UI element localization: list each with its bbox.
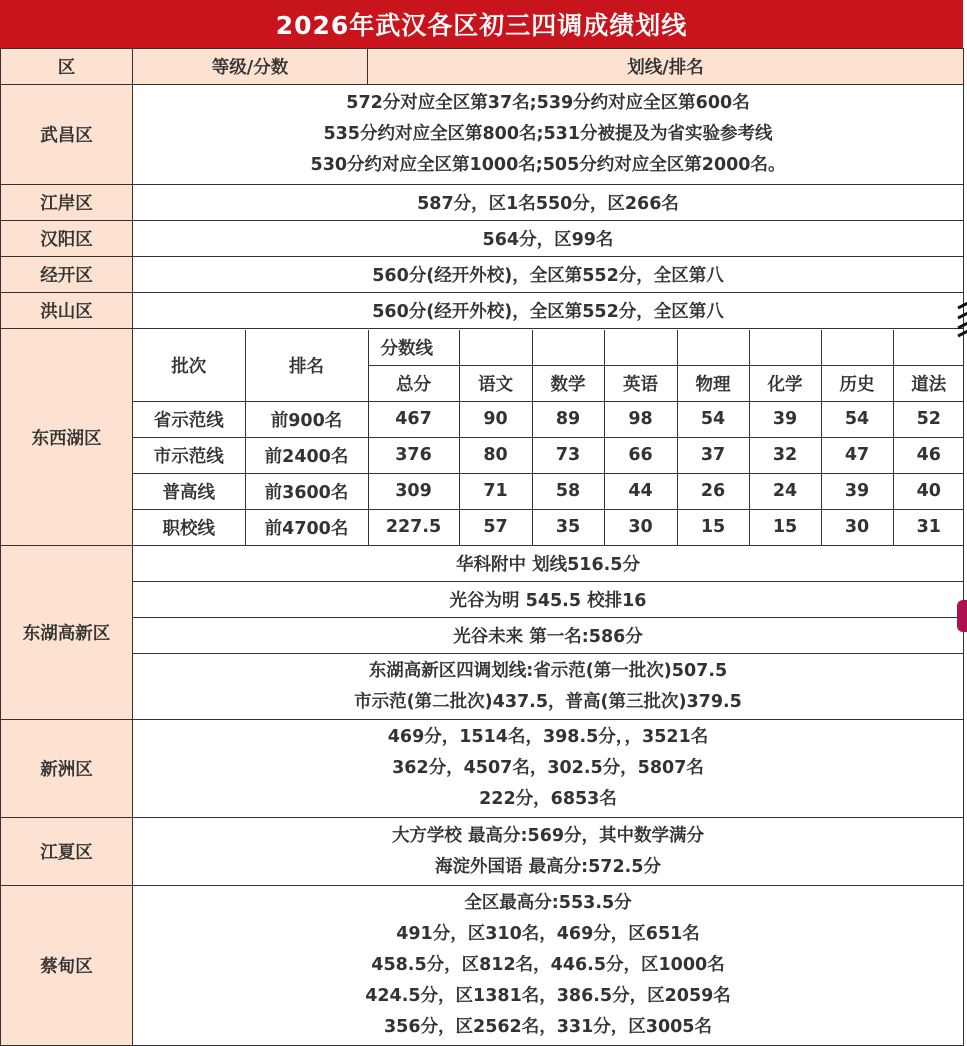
batch-cell: 市示范线 (133, 437, 245, 473)
rank-cell: 前3600名 (245, 473, 368, 509)
text-line: 469分，1514名，398.5分，，3521名 (387, 727, 709, 747)
row-hanyang (1, 221, 964, 257)
district-name: 江夏区 (1, 818, 133, 886)
row-jiangan (1, 185, 964, 221)
text-line: 491分，区310名，469分，区651名 (396, 924, 700, 944)
district-name: 经开区 (1, 257, 133, 293)
score-cell: 66 (604, 437, 677, 473)
rank-cell: 前2400名 (245, 437, 368, 473)
district-name: 洪山区 (1, 293, 133, 329)
text-line: 530分约对应全区第1000名;505分约对应全区第2000名。 (310, 155, 786, 175)
row-donghu (1, 546, 964, 582)
score-cell: 89 (532, 401, 604, 437)
header-district: 区 (1, 49, 133, 85)
district-content (133, 818, 964, 886)
score-cell: 90 (459, 401, 532, 437)
table-row (133, 509, 964, 545)
score-table (0, 48, 964, 1046)
row-wuchang (1, 85, 964, 185)
head-score-line: 分数线 (368, 330, 459, 366)
dongxihu-subtable (133, 330, 964, 545)
district-content (133, 886, 964, 1046)
head-subject: 化学 (749, 365, 821, 401)
row-jingkai (1, 257, 964, 293)
district-content: 光谷为明 545.5 校排16 (133, 582, 964, 618)
score-cell: 71 (459, 473, 532, 509)
score-cell: 44 (604, 473, 677, 509)
score-cell: 52 (893, 401, 964, 437)
district-name: 蔡甸区 (1, 886, 133, 1046)
score-cell: 46 (893, 437, 964, 473)
head-subject: 英语 (604, 365, 677, 401)
score-cell: 309 (368, 473, 459, 509)
head-subject: 语文 (459, 365, 532, 401)
score-cell: 57 (459, 509, 532, 545)
district-content (133, 720, 964, 818)
score-cell: 40 (893, 473, 964, 509)
district-content: 光谷未来 第一名:586分 (133, 618, 964, 654)
score-cell: 31 (893, 509, 964, 545)
text-line: 458.5分，区812名，446.5分，区1000名 (371, 955, 725, 975)
page-title: 2026年武汉各区初三四调成绩划线 (0, 0, 963, 48)
table-row (133, 437, 964, 473)
batch-cell: 普高线 (133, 473, 245, 509)
text-line: 535分约对应全区第800名;531分被提及为省实验参考线 (323, 124, 773, 144)
text-line: 市示范(第二批次)437.5，普高(第三批次)379.5 (354, 691, 742, 712)
score-cell: 58 (532, 473, 604, 509)
district-name: 新洲区 (1, 720, 133, 818)
score-cell: 39 (749, 401, 821, 437)
score-cell: 376 (368, 437, 459, 473)
score-cell: 47 (821, 437, 893, 473)
dongxihu-subtable-cell (133, 329, 964, 546)
district-content: 560分(经开外校)，全区第552分，全区第八 (133, 257, 964, 293)
head-batch: 批次 (133, 330, 245, 402)
text-line: 222分，6853名 (479, 789, 617, 809)
score-cell: 35 (532, 509, 604, 545)
score-cell: 30 (821, 509, 893, 545)
district-content: 华科附中 划线516.5分 (133, 546, 964, 582)
batch-cell: 省示范线 (133, 401, 245, 437)
head-subject: 道法 (893, 365, 964, 401)
score-cell: 98 (604, 401, 677, 437)
row-jiangxia (1, 818, 964, 886)
rank-cell: 前900名 (245, 401, 368, 437)
head-subject: 数学 (532, 365, 604, 401)
text-line: 全区最高分:553.5分 (464, 893, 632, 913)
table-row (133, 401, 964, 437)
batch-cell: 职校线 (133, 509, 245, 545)
text-line: 大方学校 最高分:569分，其中数学满分 (391, 825, 705, 846)
score-cell: 227.5 (368, 509, 459, 545)
edge-tab-decoration (957, 600, 967, 632)
score-cell: 32 (749, 437, 821, 473)
text-line: 362分，4507名，302.5分，5807名 (392, 758, 704, 778)
score-cell: 30 (604, 509, 677, 545)
table-row (133, 473, 964, 509)
row-dongxihu (1, 329, 964, 546)
district-content: 564分，区99名 (133, 221, 964, 257)
score-cell: 54 (821, 401, 893, 437)
score-cell: 15 (677, 509, 749, 545)
district-content (133, 654, 964, 720)
header-level: 等级/分数 (133, 49, 368, 85)
score-cell: 39 (821, 473, 893, 509)
score-cell: 73 (532, 437, 604, 473)
score-cell: 80 (459, 437, 532, 473)
score-cell: 15 (749, 509, 821, 545)
district-name: 汉阳区 (1, 221, 133, 257)
district-content (133, 85, 964, 185)
district-name: 东湖高新区 (1, 546, 133, 720)
district-name: 武昌区 (1, 85, 133, 185)
header-line: 划线/排名 (368, 49, 964, 85)
edge-stripes-decoration (956, 298, 967, 338)
district-content: 560分(经开外校)，全区第552分，全区第八 (133, 293, 964, 329)
score-cell: 37 (677, 437, 749, 473)
text-line: 424.5分，区1381名，386.5分，区2059名 (365, 986, 731, 1006)
row-xinzhou (1, 720, 964, 818)
score-cell: 467 (368, 401, 459, 437)
row-hongshan (1, 293, 964, 329)
head-subject: 历史 (821, 365, 893, 401)
head-subject: 总分 (368, 365, 459, 401)
head-rank: 排名 (245, 330, 368, 402)
head-subject: 物理 (677, 365, 749, 401)
text-line: 356分，区2562名，331分，区3005名 (384, 1017, 712, 1037)
text-line: 海淀外国语 最高分:572.5分 (435, 856, 661, 877)
score-cell: 54 (677, 401, 749, 437)
district-name: 东西湖区 (1, 329, 133, 546)
text-line: 东湖高新区四调划线:省示范(第一批次)507.5 (368, 660, 728, 681)
score-cell: 26 (677, 473, 749, 509)
text-line: 572分对应全区第37名;539分约对应全区第600名 (346, 93, 750, 113)
rank-cell: 前4700名 (245, 509, 368, 545)
score-cell: 24 (749, 473, 821, 509)
district-content: 587分，区1名550分，区266名 (133, 185, 964, 221)
district-name: 江岸区 (1, 185, 133, 221)
row-caidian (1, 886, 964, 1046)
